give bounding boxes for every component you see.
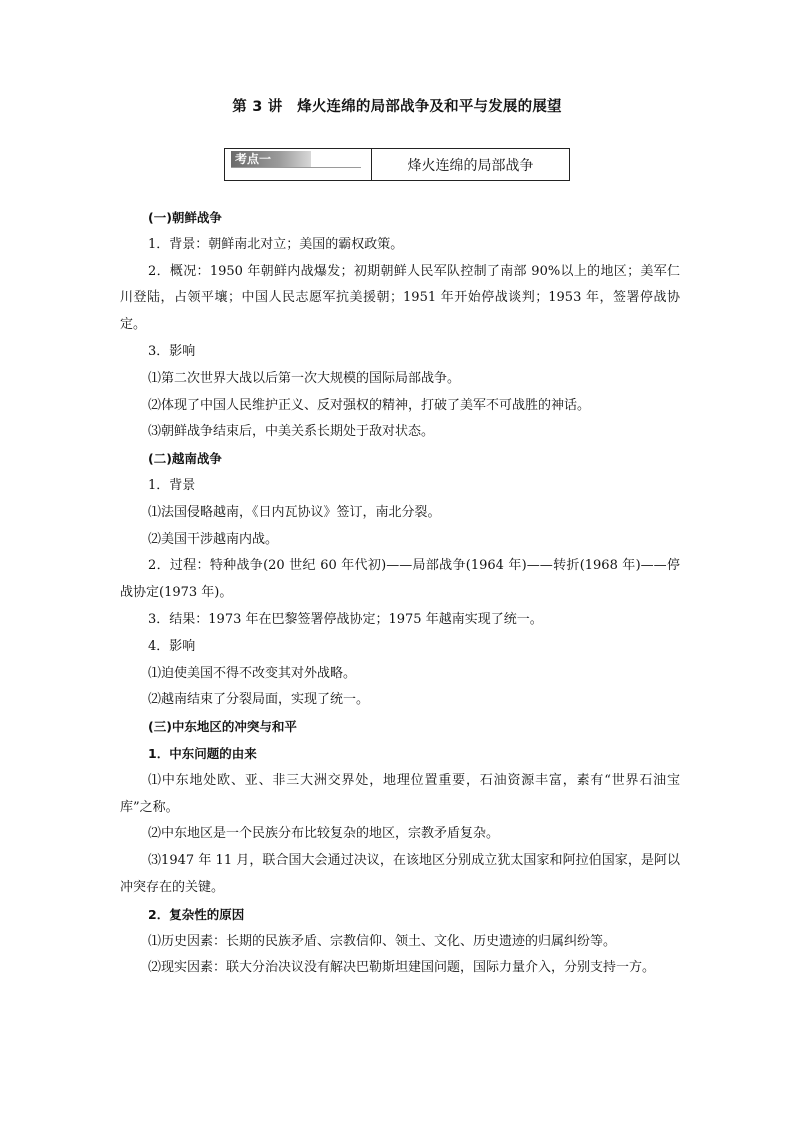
paragraph: ⑵现实因素：联大分治决议没有解决巴勒斯坦建国问题，国际力量介入，分别支持一方。 <box>148 960 656 976</box>
paragraph: ⑶朝鲜战争结束后，中美关系长期处于敌对状态。 <box>148 424 435 440</box>
paragraph: ⑵体现了中国人民维护正义、反对强权的精神，打破了美军不可战胜的神话。 <box>148 397 591 413</box>
paragraph: ⑴历史因素：长期的民族矛盾、宗教信仰、领土、文化、历史遗迹的归属纠纷等。 <box>148 933 617 949</box>
paragraph: ⑴中东地处欧、亚、非三大洲交界处，地理位置重要，石油资源丰富，素有“世界石油宝库”之称。 <box>120 772 680 815</box>
lesson-title: 第 3 讲 烽火连绵的局部战争及和平与发展的展望 <box>232 99 562 115</box>
paragraph: ⑴法国侵略越南，《日内瓦协议》签订，南北分裂。 <box>148 504 441 520</box>
paragraph: ⑶1947 年 11 月，联合国大会通过决议，在该地区分别成立犹太国家和阿拉伯国家，是阿以冲突存在的关键。 <box>120 853 680 895</box>
section-header-box <box>224 148 570 181</box>
paragraph: 2．过程：特种战争(20 世纪 60 年代初)——局部战争(1964 年)——转折(1968 年)——停战协定(1973 年)。 <box>120 558 680 601</box>
section-heading-line: (三)中东地区的冲突与和平 <box>148 719 297 735</box>
section-tag-cell <box>225 149 372 180</box>
tag-underline <box>231 167 361 168</box>
paragraph: 1．背景 <box>148 477 196 493</box>
paragraph: ⑵中东地区是一个民族分布比较复杂的地区，宗教矛盾复杂。 <box>148 826 500 842</box>
section-heading-line: 2．复杂性的原因 <box>148 906 245 922</box>
section-heading: 烽火连绵的局部战争 <box>407 157 534 174</box>
paragraph: 2．概况：1950 年朝鲜内战爆发；初期朝鲜人民军队控制了南部 90%以上的地区；美军仁川登陆，占领平壤；中国人民志愿军抗美援朝；1951 年开始停战谈判；1953 年，签署停战协定。 <box>120 263 680 333</box>
section-heading-line: (二)越南战争 <box>148 451 222 467</box>
section-tag: 考点一 <box>231 151 311 167</box>
paragraph: ⑵越南结束了分裂局面，实现了统一。 <box>148 692 370 708</box>
paragraph: ⑴第二次世界大战以后第一次大规模的国际局部战争。 <box>148 370 461 386</box>
document-body <box>120 205 680 982</box>
paragraph: ⑴迫使美国不得不改变其对外战略。 <box>148 665 357 681</box>
paragraph: 3．结果：1973 年在巴黎签署停战协定；1975 年越南实现了统一。 <box>148 611 543 627</box>
paragraph: ⑵美国干涉越南内战。 <box>148 531 279 547</box>
section-heading-line: 1．中东问题的由来 <box>148 745 257 761</box>
paragraph: 4．影响 <box>148 638 196 654</box>
section-heading-line: (一)朝鲜战争 <box>148 210 222 225</box>
paragraph: 1．背景：朝鲜南北对立；美国的霸权政策。 <box>148 236 404 252</box>
paragraph: 3．影响 <box>148 343 196 359</box>
